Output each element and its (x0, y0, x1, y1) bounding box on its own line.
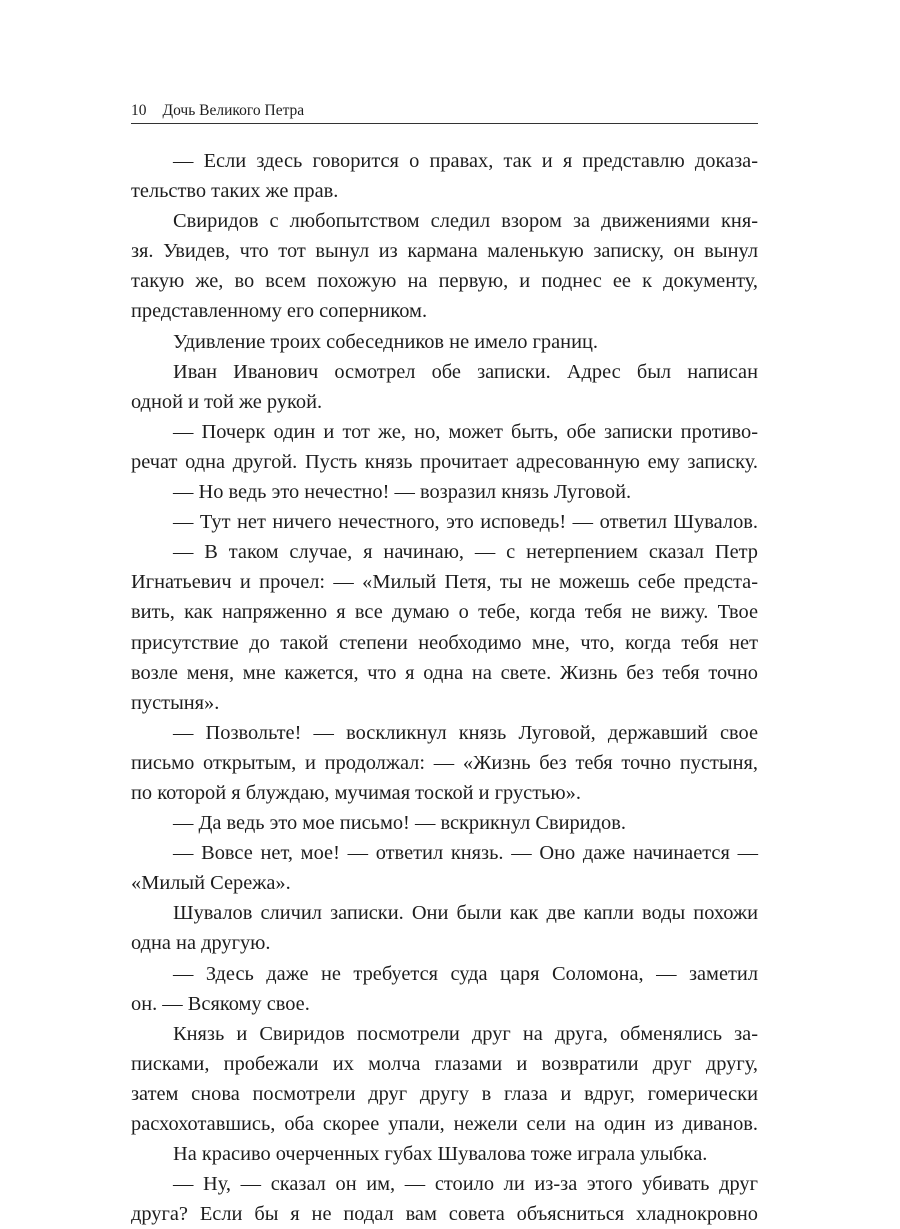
book-title: Дочь Великого Петра (162, 102, 305, 119)
text-line: — Но ведь это нечестно! — возразил князь Луговой. (173, 481, 632, 504)
text-line: по которой я блуждаю, мучимая тоской и грустью». (131, 781, 581, 804)
text-line: — Да ведь это мое письмо! — вскрикнул Свиридов. (173, 812, 626, 835)
text-line: присутствие до такой степени необходимо мне, что, когда тебя нет (131, 631, 758, 654)
text-line: возле меня, мне кажется, что я одна на свете. Жизнь без тебя точно (131, 661, 758, 684)
text-line: — Позвольте! — воскликнул князь Луговой, державший свое (173, 721, 758, 744)
text-line: — В таком случае, я начинаю, — с нетерпением сказал Петр (173, 541, 758, 564)
text-line: представленному его соперником. (131, 300, 428, 323)
text-line: речат одна другой. Пусть князь прочитает адресованную ему записку. (131, 450, 758, 473)
text-line: он. — Всякому свое. (131, 992, 310, 1015)
page-number: 10 (131, 102, 147, 119)
text-line: тельство таких же прав. (131, 180, 339, 203)
text-line: друга? Если бы я не подал вам совета объясниться хладнокровно (131, 1203, 758, 1226)
text-line: писками, пробежали их молча глазами и возвратили друг другу, (131, 1052, 758, 1075)
text-line: Князь и Свиридов посмотрели друг на друга, обменялись за- (173, 1022, 758, 1045)
text-line: письмо открытым, и продолжал: — «Жизнь без тебя точно пустыня, (131, 751, 758, 774)
text-line: одной и той же рукой. (131, 390, 323, 413)
text-line: Шувалов сличил записки. Они были как две капли воды похожи (173, 902, 758, 925)
running-head (131, 101, 758, 124)
text-line: вить, как напряженно я все думаю о тебе, когда тебя не вижу. Твое (131, 601, 758, 624)
text-line: — Почерк один и тот же, но, может быть, обе записки противо- (173, 420, 758, 443)
text-line: Иван Иванович осмотрел обе записки. Адрес был написан (173, 360, 758, 383)
body-text (131, 146, 758, 1229)
text-line: пустыня». (131, 691, 220, 714)
text-line: — Ну, — сказал он им, — стоило ли из-за этого убивать друг (173, 1173, 758, 1196)
text-line: такую же, во всем похожую на первую, и поднес ее к документу, (131, 270, 758, 293)
text-line: одна на другую. (131, 932, 271, 955)
text-line: — Здесь даже не требуется суда царя Соломона, — заметил (173, 962, 758, 985)
text-line: Удивление троих собеседников не имело границ. (173, 330, 598, 353)
text-line: — Тут нет ничего нечестного, это исповедь! — ответил Шувалов. (173, 511, 758, 534)
text-line: — Вовсе нет, мое! — ответил князь. — Оно даже начинается — (173, 842, 758, 865)
text-line: — Если здесь говорится о правах, так и я представлю доказа- (173, 150, 758, 172)
text-line: Игнатьевич и прочел: — «Милый Петя, ты не можешь себе предста- (131, 571, 758, 594)
text-line: Свиридов с любопытством следил взором за движениями кня- (173, 210, 758, 233)
text-line: затем снова посмотрели друг другу в глаза и вдруг, гомерически (131, 1082, 758, 1105)
text-line: На красиво очерченных губах Шувалова тоже играла улыбка. (173, 1143, 708, 1166)
text-line: зя. Увидев, что тот вынул из кармана маленькую записку, он вынул (131, 240, 758, 263)
text-line: расхохотавшись, оба скорее упали, нежели сели на один из диванов. (131, 1113, 758, 1135)
text-line: «Милый Сережа». (131, 872, 291, 895)
